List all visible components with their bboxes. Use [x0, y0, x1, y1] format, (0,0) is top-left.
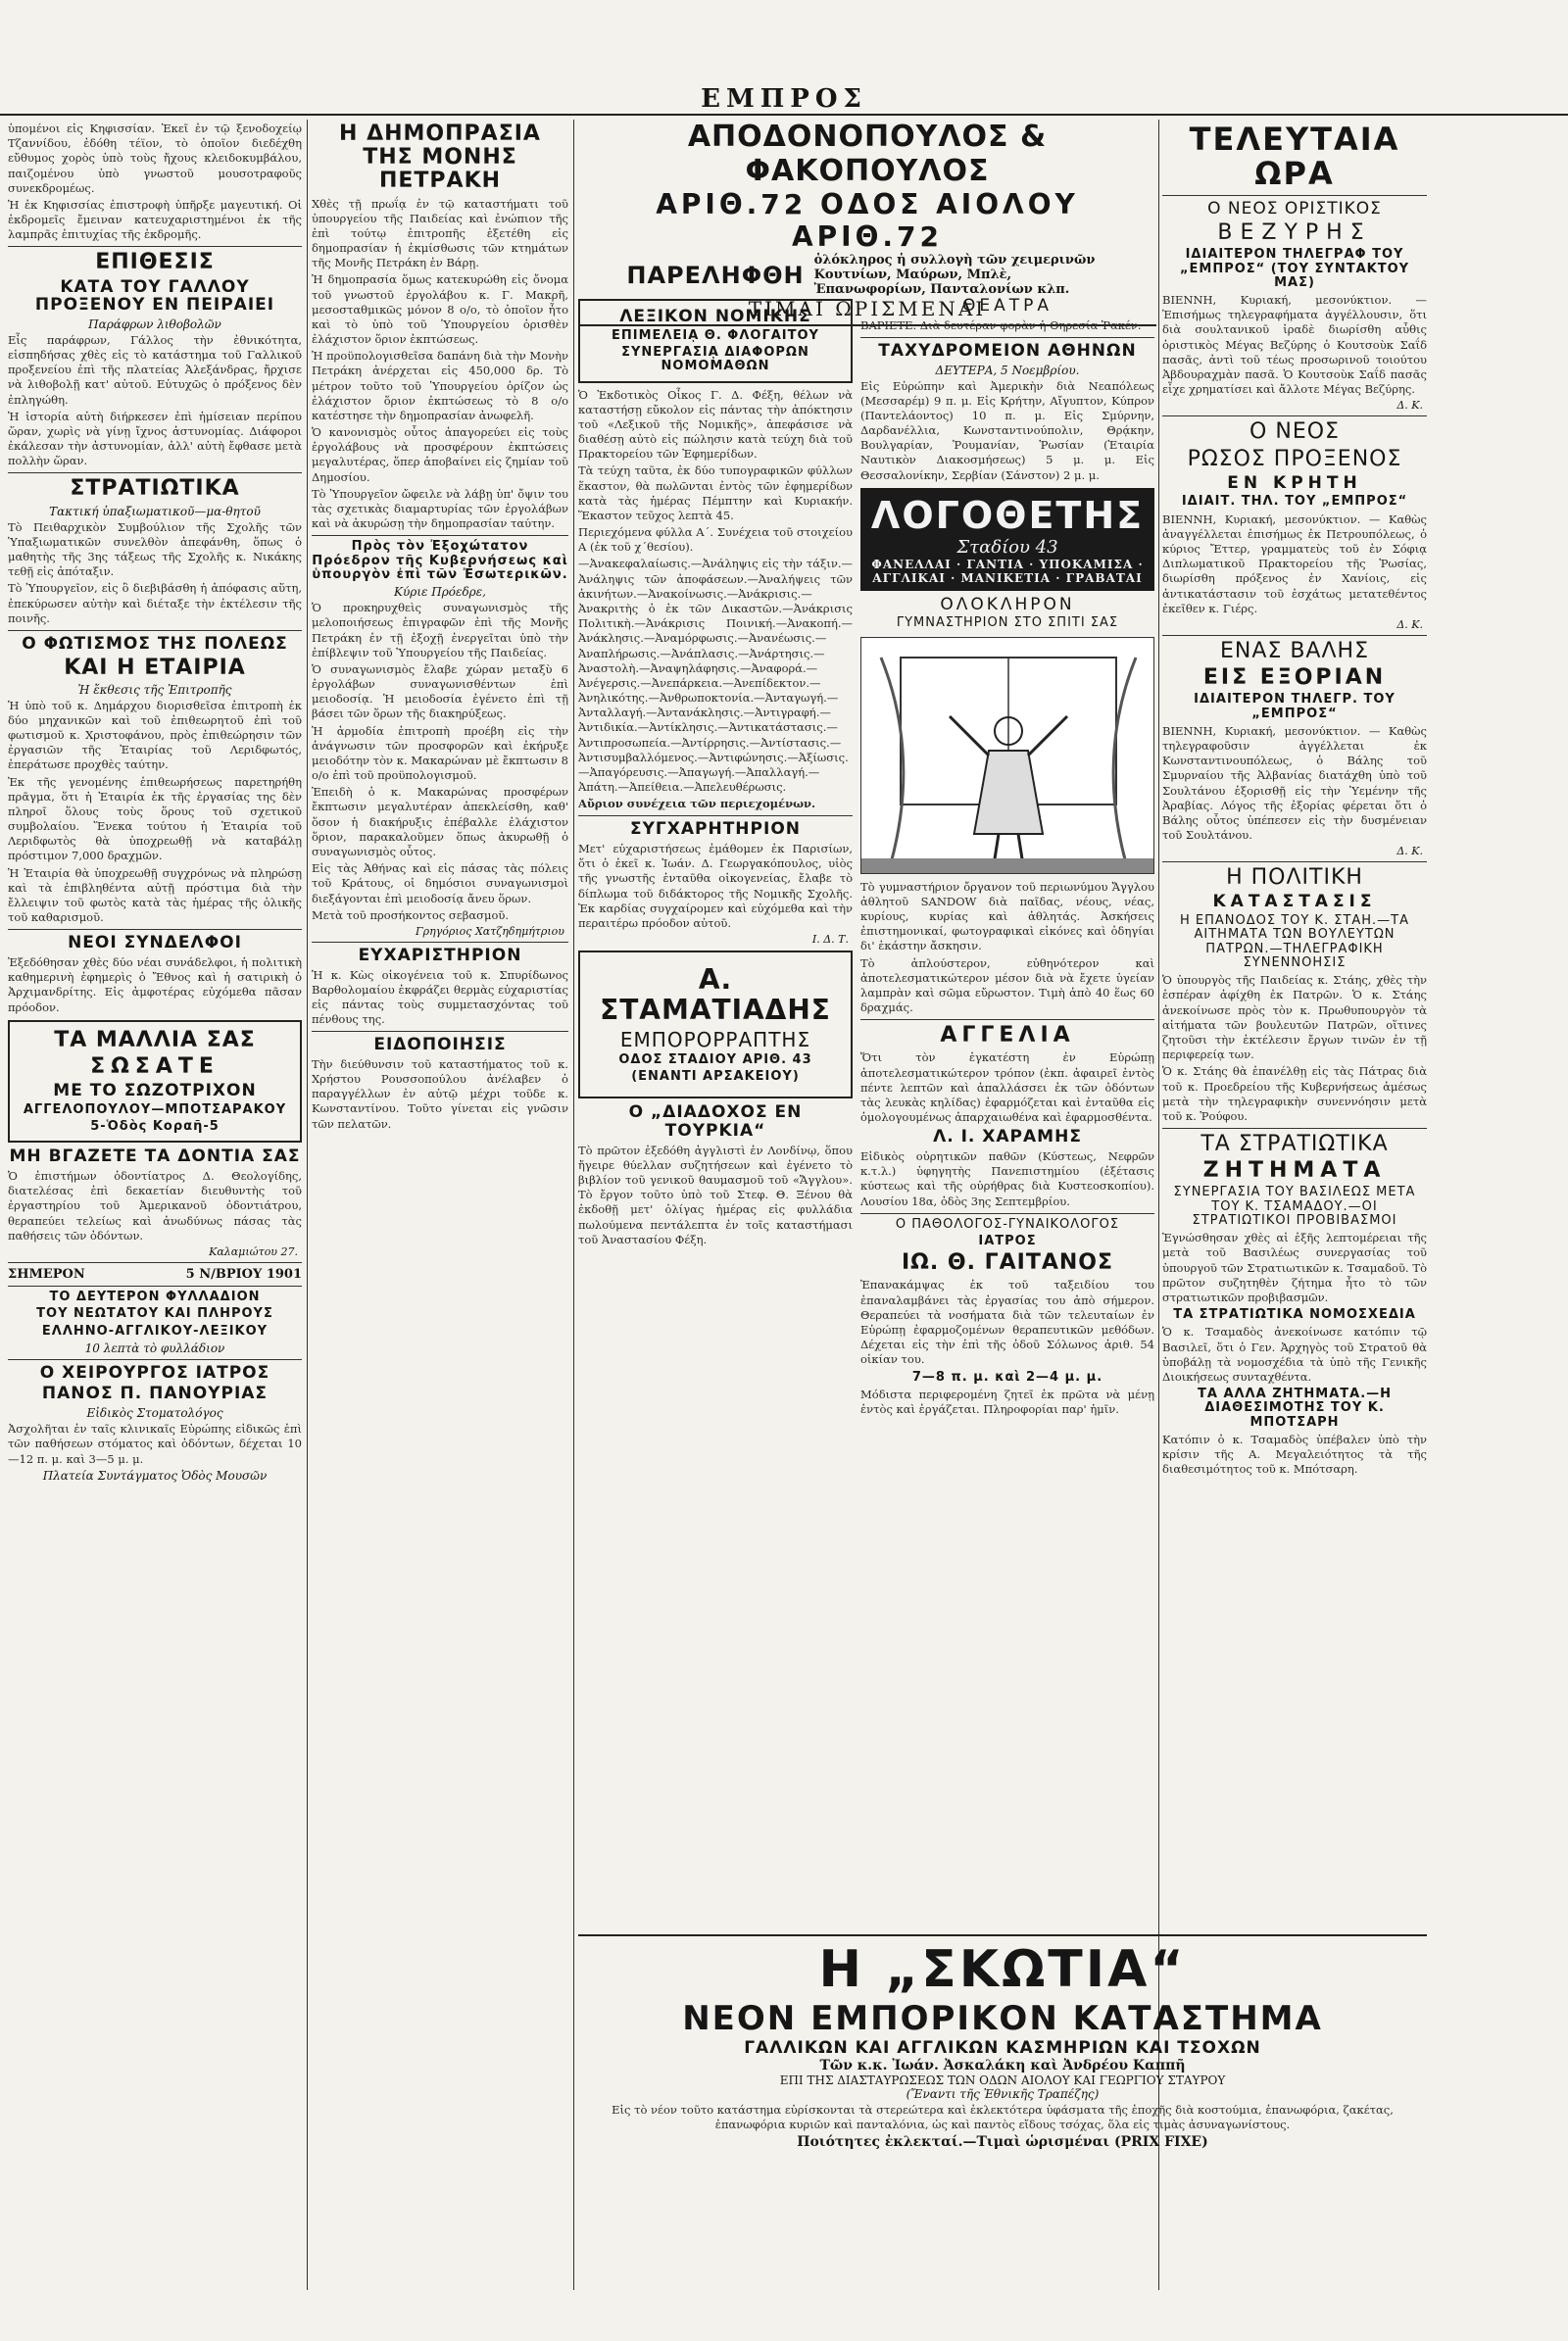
article-text: Ἡ ἀρμοδία ἐπιτροπὴ προέβη εἰς τὴν ἀνάγνωσιν τῶν προσφορῶν καὶ ἐκήρυξε μειοδότην τὸν κ. Μακαρώναν μὲ ἔκπτωσιν 8 ο/ο ἐπὶ τοῦ προϋπολογισμοῦ.: [312, 723, 568, 783]
headline: ΕΠΙΘΕΣΙΣ: [95, 250, 215, 275]
ad-text: Τῶν κ.κ. Ἰωάν. Ἀσκαλάκη καὶ Ἀνδρέου Καππῆ: [819, 2058, 1186, 2073]
ad-address: Καλαμιώτου 27.: [209, 1244, 298, 1258]
ad-text: ὁλόκληρος ἡ συλλογὴ τῶν χειμερινῶν Κουτνίων, Μαύρων, Μπλὲ, Ἐπανωφορίων, Πανταλονίων κλπ.: [813, 253, 1096, 297]
headline: ΛΕΞΙΚΟΝ ΝΟΜΙΚΗΣ: [619, 307, 811, 326]
headline: ΕΥΧΑΡΙΣΤΗΡΙΟΝ: [358, 945, 522, 965]
subheadline: ΙΔΙΑΙΤΕΡΟΝ ΤΗΛΕΓΡ. ΤΟΥ „ΕΜΠΡΟΣ“: [1194, 692, 1396, 721]
ad-address: ΕΠΙ ΤΗΣ ΔΙΑΣΤΑΥΡΩΣΕΩΣ ΤΩΝ ΟΔΩΝ ΑΙΟΛΟΥ ΚΑΙ ΓΕΩΡΓΙΟΥ ΣΤΑΥΡΟΥ: [779, 2073, 1226, 2087]
article-text: Τὸ γυμναστήριον ὄργανον τοῦ περιωνύμου Ἄγγλου ἀθλητοῦ SANDOW διὰ παῖδας, νέους, νέας, κυρίους, κυρίας καὶ ἀθλητάς. Ἀσκήσεις ἐπιστημονικαί, φωτογραφικαὶ εἰκόνες καὶ ὁδηγίαι δι' ἑκάστην ἄσκησιν.: [860, 879, 1154, 953]
article-text: Ὁ προκηρυχθεὶς συναγωνισμὸς τῆς μελοποιήσεως ἐπιγραφῶν ἐπὶ τῆς Μονῆς Πετράκη ἐν τῇ ἐξοχῇ ἐνεργεῖται ὑπὸ τὴν ἐπίβλεψιν τοῦ Ὑπουργείου τῆς Παιδείας.: [312, 601, 568, 659]
article-text: Ἐξεδόθησαν χθὲς δύο νέαι συνάδελφοι, ἡ πολιτικὴ καθημερινὴ ἐφημερὶς ὁ Ἔθνος καὶ ἡ σατιρικὴ ὁ Ἀρχιμανδρίτης. Εἰς ἀμφοτέρας εὐχόμεθα πᾶσαν πρόοδον.: [8, 955, 302, 1014]
signature: Γρηγόριος Χατζηδημήτριου: [416, 924, 564, 938]
article-text: ΒΙΕΝΝΗ, Κυριακή, μεσονύκτιον. — Καθὼς ἀναγγέλλεται ἐπισήμως ἐκ Πετρουπόλεως, ὁ κύριος Ἔττερ, γραμματεὺς τοῦ ἐν Σόφιᾳ Διπλωματικοῦ Πρακτορείου τῆς Ῥωσίας, διωρίσθη πρόξενος ἐν Χανίοις, εἰς ἀντικατάστασιν τοῦ ἐσχάτως μετατεθέντος ἐκεῖθεν κ. Γιέρς.: [1162, 512, 1427, 615]
headline: Η ΔΗΜΟΠΡΑΣΙΑ ΤΗΣ ΜΟΝΗΣ ΠΕΤΡΑΚΗ: [339, 122, 541, 194]
article-text: Ἐκ τῆς γενομένης ἐπιθεωρήσεως παρετηρήθη πρᾶγμα, ὅτι ἡ Ἑταιρία ἐκ τῆς ἐργασίας της δὲν πληροῖ ὅλους τοὺς ὅρους τοῦ σχετικοῦ συμβολαίου. Ἕνεκα τούτου ἡ Ἑταιρία τοῦ Λεριδφωτὸς θὰ ὑποχρεωθῇ νὰ καταβάλῃ πρόστιμον 7,000 δραχμῶν.: [8, 774, 302, 863]
headline: ΣΥΓΧΑΡΗΤΗΡΙΟΝ: [630, 819, 801, 840]
ad-title: ΛΟΓΟΘΕΤΗΣ: [870, 493, 1145, 537]
article-text: Τὸ Ὑπουργεῖον, εἰς ὃ διεβιβάσθη ἡ ἀπόφασις αὕτη, ἐπεκύρωσεν αὐτὴν καὶ διέταξε τὴν ἐκτέλεσιν τῆς ποινῆς.: [8, 581, 302, 625]
article-text: Εἰς Εὐρώπην καὶ Ἀμερικὴν διὰ Νεαπόλεως (Μεσσαρέμ) 9 π. μ. Εἰς Κρήτην, Αἴγυπτον, Κύπρον (Παντελάοντος) 10 π. μ. Εἰς Σμύρνην, Δαρδανέλλια, Κωνσταντινούπολιν, Θρᾴκην, Βουλγαρίαν, Ῥουμανίαν, Ῥωσίαν (Ἑταιρία Ναυτικὸν Διακοσμήσεως) 5 μ. μ. Εἰς Θεσσαλονίκην, Σερβίαν (Σάνστον) 2 μ. μ.: [860, 378, 1154, 482]
headline: ΝΕΟΙ ΣΥΝΔΕΛΦΟΙ: [68, 933, 242, 953]
ad-title: ΙΩ. Θ. ΓΑΙΤΑΝΟΣ: [901, 1250, 1114, 1276]
ad-title: ΜΕ ΤΟ ΣΩΖΟΤΡΙΧΟΝ: [53, 1081, 257, 1101]
article-text: Περιεχόμενα φύλλα Α΄. Συνέχεια τοῦ στοιχείου Α (ἐκ τοῦ χ΄θεσίου).: [578, 525, 853, 555]
headline: ΡΩΣΟΣ ΠΡΟΞΕΝΟΣ: [1187, 446, 1402, 471]
ad-skotia: [578, 1930, 1427, 2150]
article-text: ΒΙΕΝΝΗ, Κυριακή, μεσονύκτιον. — Ἐπισήμως τηλεγραφήματα ἀγγέλλουσιν, ὅτι διὰ σουλτανικοῦ ἰραδὲ διωρίσθη αὖθις ὁριστικὸς Μέγας Βεζύρης ὁ Κουτσοὺκ Σαΐδ πασᾶς, ἀντὶ τοῦ τέως προσωρινοῦ τοιούτου Ἀβδουραχμὰν πασᾶ. Ὁ Κουτσοὺκ Σαΐδ πασᾶς εἶχε χρηματίσει καὶ ἄλλοτε Μέγας Βεζύρης.: [1162, 293, 1427, 397]
headline: ΕΙΔΟΠΟΙΗΣΙΣ: [373, 1035, 507, 1055]
ad-title: ΝΕΟΝ ΕΜΠΟΡΙΚΟΝ ΚΑΤΑΣΤΗΜΑ: [682, 1999, 1323, 2038]
article-text: Χθὲς τῇ πρωΐᾳ ἐν τῷ καταστήματι τοῦ ὑπουργείου τῆς Παιδείας καὶ ἐνώπιον τῆς ἐπὶ τούτῳ ἐπιτροπῆς ἐξετέθη εἰς δημοπρασίαν ἡ ἐκμίσθωσις τῶν κτημάτων τῆς Μονῆς Πετράκη ἐν Βάρῃ.: [312, 196, 568, 270]
headline: ΕΠΙΜΕΛΕΙᾼ Θ. ΦΛΟΓΑΙΤΟΥ: [612, 327, 819, 343]
ad-text: Μόδιστα περιφερομένη ζητεῖ ἐκ πρῶτα νὰ μένῃ ἐντὸς καὶ ἐργάζεται. Πληροφορίαι παρ' ἡμῖν.: [860, 1387, 1154, 1416]
ad-text: Εἰς τὸ νέον τοῦτο κατάστημα εὑρίσκονται τὰ στερεώτερα καὶ ἐκλεκτότερα ὑφάσματα τῆς ἐποχῆς διὰ κοστούμια, ἐπανωφόρια, ζακέτας, ἐπανωφόρια κυριῶν καὶ πανταλόνια, ὡς καὶ παντὸς εἴδους τσόχας, ὅλα εἰς τιμὰς ἀσυναγωνίστους.: [612, 2103, 1394, 2132]
ad-address: (Ἔναντι τῆς Ἐθνικῆς Τραπέζης): [906, 2087, 1100, 2101]
ad-text: Ποιότητες ἐκλεκταί.—Τιμαὶ ὡρισμέναι (PRIX FIXE): [797, 2134, 1208, 2151]
column-3: [578, 294, 853, 1921]
headline: ΕΙΣ ΕΞΟΡΙΑΝ: [1202, 665, 1387, 691]
signature: Ι. Δ. Τ.: [811, 933, 849, 947]
ad-title: ΙΑΤΡΟΣ: [978, 1234, 1037, 1248]
headline: ΓΥΜΝΑΣΤΗΡΙΟΝ ΣΤΟ ΣΠΙΤΙ ΣΑΣ: [896, 615, 1119, 631]
column-rule: [573, 120, 574, 2290]
subheadline: ΣΥΝΕΡΓΑΣΙΑ ΤΟΥ ΒΑΣΙΛΕΩΣ ΜΕΤΑ ΤΟΥ Κ. ΤΣΑΜΑΔΟΥ.—ΟΙ ΣΤΡΑΤΙΩΤΙΚΟΙ ΠΡΟΒΙΒΑΣΜΟΙ: [1173, 1185, 1416, 1228]
article-text: Εἰς τὰς Ἀθήνας καὶ εἰς πάσας τὰς πόλεις τοῦ Κράτους, οἱ δημόσιοι συναγωνισμοὶ διεξάγονται ἐπὶ μειοδοσίᾳ ἄνευ ὅρων.: [312, 861, 568, 905]
headline: ΘΕΑΤΡΑ: [961, 296, 1054, 316]
article-text: Ὁ κανονισμὸς οὗτος ἀπαγορεύει εἰς τοὺς ἐργολάβους νὰ προσφέρουν ἐκπτώσεις μεγαλυτέρας, ὅπερ ἀποβαίνει εἰς ζημίαν τοῦ Δημοσίου.: [312, 425, 568, 484]
article-text: ΒΑΡΙΕΤΕ. Διὰ δευτέραν φορὰν ἡ Θηρεσία Ῥακέν.: [860, 317, 1142, 332]
subheadline: Κύριε Πρόεδρε,: [394, 585, 486, 600]
masthead-title: ΕΜΠΡΟΣ: [701, 84, 867, 114]
article-text: Ἡ προϋπολογισθεῖσα δαπάνη διὰ τὴν Μονὴν Πετράκη ἀνέρχεται εἰς 450,000 δρ. Τὸ μέτρον τοῦτο τοῦ Ὑπουργείου ὁρίζον ὡς ἐλάχιστον ὅριον ἐκπτώσεως τὸ 8 ο/ο κατέστησε τὴν δημοπρασίαν ἀνωφελῆ.: [312, 349, 568, 422]
ad-title: ΑΠΟΔΟΝΟΠΟΥΛΟΣ & ΦΑΚΟΠΟΥΛΟΣ: [687, 120, 1048, 188]
article-text: Ἡ ἐκ Κηφισσίας ἐπιστροφὴ ὑπῆρξε μαγευτική. Οἱ ἐκδρομεῖς ἔμειναν κατευχαριστημένοι ἐκ τῆς λαμπρᾶς ἐπιτυχίας τῆς ἐκδρομῆς.: [8, 197, 302, 242]
date-line: [8, 1267, 302, 1282]
column-rule: [307, 120, 308, 2290]
article-text: Τὴν διεύθυνσιν τοῦ καταστήματος τοῦ κ. Χρήστου Ρουσσοπούλου ἀνέλαβεν ὁ παραγγέλλων ἐν αὐτῷ μέχρι τοῦδε κ. Κωνσταντίνου. Τοῦτο γίνεται εἰς γνῶσιν τῶν πελατῶν.: [312, 1056, 568, 1131]
ad-title: ΠΑΝΟΣ Π. ΠΑΝΟΥΡΙΑΣ: [41, 1384, 269, 1404]
subheadline: Τακτική ὑπαξιωματικοῦ—μα-θητοῦ: [49, 504, 261, 518]
headline: Ο ΝΕΟΣ: [1250, 419, 1340, 445]
headline: ΚΑΤΑ ΤΟΥ ΓΑΛΛΟΥ ΠΡΟΞΕΝΟΥ ΕΝ ΠΕΙΡΑΙΕΙ: [34, 276, 275, 316]
headline: ΑΓΓΕΛΙΑ: [940, 1023, 1075, 1049]
ad-text: Εἰδικὸς Στοματολόγος: [86, 1406, 223, 1421]
signature: Δ. Κ.: [1396, 617, 1423, 631]
article-text: Ὁ ὑπουργὸς τῆς Παιδείας κ. Στάης, χθὲς τὴν ἑσπέραν ἀφίχθη ἐκ Πατρῶν. Ὁ κ. Στάης ἀνεκοίνωσε πρὸς τὸν κ. Πρωθυπουργὸν τὰ αἰτήματα τῶν βουλευτῶν Πατρῶν, οἵτινες ζητοῦσι τὴν ἐκτέλεσιν ἔργων τινῶν ἐν τῇ περιφερείᾳ των.: [1162, 973, 1427, 1062]
headline: ΕΝΑΣ ΒΑΛΗΣ: [1220, 638, 1369, 663]
ad-title: ΤΙΜΑΙ ΩΡΙΣΜΕΝΑΙ: [748, 297, 987, 320]
ad-title: Η „ΣΚΩΤΙΑ“: [818, 1940, 1187, 1999]
masthead: [0, 84, 1568, 116]
ad-logothetis: [860, 488, 1154, 591]
ad-text: ΑΓΓΕΛΟΠΟΥΛΟΥ—ΜΠΟΤΣΑΡΑΚΟΥ: [23, 1101, 287, 1117]
headline: Ο ΦΩΤΙΣΜΟΣ ΤΗΣ ΠΟΛΕΩΣ: [22, 633, 288, 654]
ad-address: Σταδίου 43: [956, 536, 1058, 558]
article-text: Ὁ Ἐκδοτικὸς Οἶκος Γ. Δ. Φέξη, θέλων νὰ καταστήσῃ εὔκολον εἰς πάντας τὴν ἀπόκτησιν τοῦ «Λεξικοῦ τῆς Νομικῆς», ἀπεφάσισε νὰ διαθέσῃ αὐτὸ εἰς πώλησιν κατὰ τεύχη διὰ τοῦ Πρακτορείου τῶν Ἐφημερίδων.: [578, 387, 853, 462]
article-text: Τὸ πρῶτον ἐξεδόθη ἀγγλιστὶ ἐν Λονδίνῳ, ὅπου ἤγειρε θύελλαν συζητήσεων καὶ ἐγένετο τὸ βιβλίον τοῦ γενικοῦ θαυμασμοῦ τοῦ «Ἄγγλου». Τὸ ἔργον τοῦτο ὑπὸ τοῦ Στεφ. Θ. Ξένου θὰ ἐκδοθῇ μετ' ὀλίγας ἡμέρας εἰς φυλλάδια πωλούμενα πεντάλεπτα ἐν τοῖς καταστήμασι τοῦ Ἀναστασίου Φέξη.: [578, 1143, 853, 1246]
article-text: Ἡ ὑπὸ τοῦ κ. Δημάρχου διορισθεῖσα ἐπιτροπὴ ἐκ δύο μηχανικῶν καὶ τοῦ ἐπιθεωρητοῦ ἐπὶ τοῦ φωτισμοῦ κ. Χριστοφάνου, πρὸς ἐπιθεώρησιν τῶν ἐργασιῶν τῆς Ἑταιρίας τοῦ Λεριδφωτός, ἐπεράτωσε προχθὲς ταύτην.: [8, 698, 302, 772]
subheadline: ΔΕΥΤΕΡΑ, 5 Νοεμβρίου.: [935, 363, 1080, 377]
ad-hours: 7—8 π. μ. καὶ 2—4 μ. μ.: [911, 1369, 1103, 1385]
headline: ΚΑΤΑΣΤΑΣΙΣ: [1212, 892, 1377, 912]
subheadline: ΤΑ ΑΛΛΑ ΖΗΤΗΜΑΤΑ.—Η ΔΙΑΘΕΣΙΜΟΤΗΣ ΤΟΥ Κ. ΜΠΟΤΣΑΡΗ: [1197, 1387, 1393, 1430]
article-text: Ὁ κ. Στάης θὰ ἐπανέλθῃ εἰς τὰς Πάτρας διὰ τοῦ κ. Προεδρείου τῆς Κυβερνήσεως ἀμέσως μετὰ τὴν τηλεγραφικὴν συνεννόησιν μετὰ τοῦ κ. Ῥούφου.: [1162, 1064, 1427, 1123]
ad-text: ΟΔΟΣ ΣΤΑΔΙΟΥ ΑΡΙΘ. 43: [618, 1051, 812, 1067]
headline: ΖΗΤΗΜΑΤΑ: [1202, 1158, 1387, 1184]
ad-title: ΕΛΛΗΝΟ-ΑΓΓΛΙΚΟΥ-ΛΕΞΙΚΟΥ: [41, 1323, 269, 1339]
headline: ΣΤΡΑΤΙΩΤΙΚΑ: [70, 476, 240, 502]
article-text: Ἡ ἱστορία αὐτὴ διήρκεσεν ἐπὶ ἡμίσειαν περίπου ὥραν, χωρὶς νὰ γίνῃ ἴχνος ἀστυνομίας. Διάφοροι ἐκάλεσαν τὴν ἀστυνομίαν, ἀλλ' αὐτὴ ἔφθασε μετὰ πολλὴν ὥραν.: [8, 409, 302, 468]
ad-title: ΜΗ ΒΓΑΖΕΤΕ ΤΑ ΔΟΝΤΙΑ ΣΑΣ: [9, 1146, 301, 1167]
subheadline: Η ΕΠΑΝΟΔΟΣ ΤΟΥ Κ. ΣΤΑΗ.—ΤΑ ΑΙΤΗΜΑΤΑ ΤΩΝ ΒΟΥΛΕΥΤΩΝ ΠΑΤΡΩΝ.—ΤΗΛΕΓΡΑΦΙΚΗ ΣΥΝΕΝΝΟΗΣΙΣ: [1179, 913, 1410, 971]
article-text: Κατόπιν ὁ κ. Τσαμαδὸς ὑπέβαλεν ὑπὸ τὴν κρίσιν τῆς Α. Μεγαλειότητος τὰ τῆς διαθεσιμότητος τοῦ κ. Μπότσαρη.: [1162, 1433, 1427, 1477]
headline: ΤΕΛΕΥΤΑΙΑ ΩΡΑ: [1189, 121, 1400, 193]
headline: ΤΑΧΥΔΡΟΜΕΙΟΝ ΑΘΗΝΩΝ: [878, 340, 1137, 361]
ad-title: ΠΑΡΕΛΗΦΘΗ: [626, 261, 805, 289]
ad-text: (ΕΝΑΝΤΙ ΑΡΣΑΚΕΙΟΥ): [631, 1069, 800, 1084]
ad-title: ΤΑ ΜΑΛΛΙΑ ΣΑΣ: [54, 1027, 256, 1052]
article-text: ΒΙΕΝΝΗ, Κυριακή, μεσονύκτιον. — Καθὼς τηλεγραφοῦσιν ἀγγέλλεται ἐκ Κωνσταντινουπόλεως, ὁ Βάλης τοῦ Σμυρναίου τῆς Ἀλβανίας διατάχθη ὑπὸ τοῦ Σουλτάνου ἐξορισθῇ εἰς τὴν Ὑεμένην τῆς Ἀραβίας. Λόγος τῆς ἐξορίας φέρεται ὅτι ὁ Βάλης οὗτος ὑπέπεσεν εἰς τὴν δυσμένειαν τοῦ Σουλτάνου.: [1162, 723, 1427, 843]
ad-title: ΑΡΙΘ.72 ΟΔΟΣ ΑΙΟΛΟΥ ΑΡΙΘ.72: [656, 188, 1079, 253]
ad-title: ΕΜΠΟΡΟΡΡΑΠΤΗΣ: [619, 1027, 811, 1051]
ad-text: 10 λεπτὰ τὸ φυλλάδιον: [84, 1341, 225, 1355]
subheadline: ΤΑ ΣΤΡΑΤΙΩΤΙΚΑ ΝΟΜΟΣΧΕΔΙΑ: [1173, 1307, 1416, 1323]
lexikon-header: [578, 299, 853, 383]
article-text: Ἡ δημοπρασία ὅμως κατεκυρώθη εἰς ὄνομα τοῦ γνωστοῦ ἐργολάβου κ. Γ. Μακρῆ, μεσοσταθμικῶς μόνον 8 ο/ο, τὸ ὁποῖον ἦτο καὶ τὸ ὑπὸ τοῦ Ὑπουργείου ὁρισθὲν ἐλάχιστον ὅριον ἐκπτώσεως.: [312, 272, 568, 347]
ad-mallia: [8, 1020, 302, 1144]
ad-text: Ἀσχολῆται ἐν ταῖς κλινικαῖς Εὐρώπης εἰδικῶς ἐπὶ τῶν παθήσεων στόματος καὶ ὀδόντων, δέχεται 10—12 π. μ. καὶ 3—5 μ. μ.: [8, 1422, 302, 1466]
article-text: Ἡ κ. Κὼς οἰκογένεια τοῦ κ. Σπυρίδωνος Βαρθολομαίου ἐκφράζει θερμὰς εὐχαριστίας εἰς πάντας τοὺς συμμετασχόντας τοῦ πένθους της.: [312, 967, 568, 1027]
headline: Ο „ΔΙΑΔΟΧΟΣ ΕΝ ΤΟΥΡΚΙΑ“: [628, 1102, 803, 1141]
article-text: Εἷς παράφρων, Γάλλος τὴν ἐθνικότητα, εἰσπηδήσας χθὲς εἰς τὸ κατάστημα τοῦ Γαλλικοῦ προξενείου ἐπὶ τῆς πλατείας Ἀλεξάνδρας, ἤρχισε νὰ λιθοβολῇ κατ' αὐτοῦ. Εὐτυχῶς ὁ πρόξενος δὲν ἐπληγώθη.: [8, 332, 302, 407]
headline: ΤΑ ΣΤΡΑΤΙΩΤΙΚΑ: [1200, 1132, 1389, 1157]
ad-title: Α. ΣΤΑΜΑΤΙΑΔΗΣ: [600, 963, 831, 1026]
ad-text: Εἰδικὸς οὐρητικῶν παθῶν (Κύστεως, Νεφρῶν κ.τ.λ.) ὑφηγητὴς Πανεπιστημίου (ἐξέτασις κύστεως καὶ τῆς οὐρήθρας διὰ Κυστεοσκοπίου). Λουσίου 18α, ὁδὸς 3ης Σεπτεμβρίου.: [860, 1149, 1154, 1208]
headline: Η ΠΟΛΙΤΙΚΗ: [1226, 865, 1363, 891]
ad-text: Ὁ ἐπιστήμων ὀδοντίατρος Δ. Θεολογίδης, διατελέσας ἐπὶ δεκαετίαν διευθυντὴς τοῦ ἐργαστηρίου τοῦ Ἀμερικανοῦ ὀδοντιάτρου, θεραπεύει τελείως καὶ ἀνωδύνως πάσας τὰς παθήσεις τῶν ὀδόντων.: [8, 1169, 302, 1243]
column-4: [860, 294, 1154, 1921]
headline: Πρὸς τὸν Ἐξοχώτατον Πρόεδρον τῆς Κυβερνήσεως καὶ ὑπουργὸν ἐπὶ τῶν Ἐσωτερικῶν.: [312, 539, 568, 582]
headline: ΕΝ ΚΡΗΤΗ: [1227, 472, 1362, 493]
ad-title: ΤΟΥ ΝΕΩΤΑΤΟΥ ΚΑΙ ΠΛΗΡΟΥΣ: [36, 1306, 273, 1322]
ad-stamatiadis: [578, 951, 853, 1098]
column-2: [312, 120, 568, 2290]
ad-title: Λ. Ι. ΧΑΡΑΜΗΣ: [933, 1127, 1082, 1147]
article-text: —Ἀνακεφαλαίωσις.—Ἀνάληψις εἰς τὴν τάξιν.—Ἀνάληψις τῶν ἀποφάσεων.—Ἀναλήψεις τῶν ἀκινήτων.—Ἀνακοίνωσις.—Ἀνάκρισις.—Ἀνακριτὴς ὁ ἐκ τῶν Δικαστῶν.—Ἀνάκρισις Πολιτικὴ.—Ἀνάκρισις Ποινική.—Ἀνακοπή.—Ἀνάκλησις.—Ἀναμόρφωσις.—Ἀνανέωσις.—Ἀναπλήρωσις.—Ἀνάπλασις.—Ἀνάρτησις.—Ἀναστολὴ.—Ἀναψηλάφησις.—Ἀναφορά.—Ἀνέγερσις.—Ἀνεπάρκεια.—Ἀνεπίδεκτον.—Ἀνηλικότης.—Ἀνθρωποκτονία.—Ἀνταγωγή.—Ἀνταλλαγή.—Ἀντανάκλησις.—Ἀντιγραφή.—Ἀντιδικία.—Ἀντίκλησις.—Ἀντικατάστασις.—Ἀντιπροσωπεία.—Ἀντίρρησις.—Ἀντίστασις.—Ἀντισυμβαλλόμενος.—Ἀντιφώνησις.—Ἀξίωσις.—Ἀπαγόρευσις.—Ἀπαγωγή.—Ἀπαλλαγή.—Ἀπάτη.—Ἀπείθεια.—Ἀπελευθέρωσις.: [578, 557, 853, 795]
date-value: 5 Ν/ΒΡΙΟΥ 1901: [185, 1266, 302, 1282]
article-text: Αὔριον συνέχεια τῶν περιεχομένων.: [578, 797, 816, 811]
ad-title: Ο ΠΑΘΟΛΟΓΟΣ-ΓΥΝΑΙΚΟΛΟΓΟΣ: [895, 1216, 1120, 1232]
subheadline: ΙΔΙΑΙΤ. ΤΗΛ. ΤΟΥ „ΕΜΠΡΟΣ“: [1181, 494, 1408, 510]
article-text: Τὸ ἁπλούστερον, εὐθηνότερον καὶ ἀποτελεσματικώτερον μέσον διὰ νὰ ἔχετε ὑγείαν λαμπρὰν καὶ σῶμα εὔρωστον. Τιμὴ ἀπὸ 40 ἕως 60 δραχμάς.: [860, 955, 1154, 1015]
subheadline: Παράφρων λιθοβολῶν: [88, 317, 221, 331]
ad-address: Πλατεία Συντάγματος Ὁδὸς Μουσῶν: [42, 1468, 268, 1483]
subheadline: Ἡ ἔκθεσις τῆς Ἐπιτροπῆς: [77, 682, 232, 697]
article-text: Ὁ συναγωνισμὸς ἔλαβε χώραν μεταξὺ 6 ἐργολάβων συναγωνισθέντων ἐπὶ μειοδοσίᾳ. Ἡ μειοδοσία ἐγένετο ἐπὶ τῇ βάσει τῶν ὅρων τῆς διακηρύξεως.: [312, 661, 568, 721]
article-text: Ὁ κ. Τσαμαδὸς ἀνεκοίνωσε κατόπιν τῷ Βασιλεῖ, ὅτι ὁ Γεν. Ἀρχηγὸς τοῦ Στρατοῦ θὰ ὑποβάλῃ τὰ νομοσχέδια τὰ ὑπὸ τῆς Γενικῆς Διοικήσεως συνταχθέντα.: [1162, 1325, 1427, 1384]
article-text: Τὸ Ὑπουργεῖον ὤφειλε νὰ λάβῃ ὑπ' ὄψιν του τὰς σχετικὰς διαμαρτυρίας τῶν ἐργολάβων καὶ νὰ ἀκυρώσῃ τὴν δημοπρασίαν ταύτην.: [312, 486, 568, 531]
ad-title: ΓΑΛΛΙΚΩΝ ΚΑΙ ΑΓΓΛΙΚΩΝ ΚΑΣΜΗΡΙΩΝ ΚΑΙ ΤΣΟΧΩΝ: [744, 2038, 1261, 2058]
exercise-illustration: [861, 638, 1154, 873]
article-text: Ὅτι τὸν ἐγκατέστη ἐν Εὐρώπῃ ἀποτελεσματικώτερον τρόπον (ἐκπ. ἀφαιρεῖ ἐντὸς πέντε λεπτῶν καὶ ἀπαλλάσσει ἐκ τῶν ὀδόντων τὰς λευκὰς κηλίδας) ἐφαρμόζεται καὶ ἐνταῦθα εἰς ὁμολογουμένως ἀπαρχαιωθένα καὶ ἐφαρμοσθέντα.: [860, 1050, 1154, 1125]
article-text: Τὸ Πειθαρχικὸν Συμβούλιον τῆς Σχολῆς τῶν Ὑπαξιωματικῶν συνελθὸν ἀπεφάνθη, ὅπως ὁ μαθητὴς τῆς 3ης τάξεως τῆς Σχολῆς κ. Νικάκης τεθῇ εἰς ἀπόταξιν.: [8, 519, 302, 579]
ad-title: ΣΩΣΑΤΕ: [90, 1053, 220, 1079]
column-1: [8, 120, 302, 2290]
article-text: Ἐπειδὴ ὁ κ. Μακαρώνας προσφέρων ἔκπτωσιν μεγαλυτέραν ἀπεκλείσθη, καθ' ὅσον ἡ διακήρυξις ἐπέβαλλε ἐλάχιστον ὅριον, παρακαλοῦμεν ὅπως ἀκυρωθῇ ὁ συναγωνισμὸς οὗτος.: [312, 785, 568, 858]
article-text: Μετ' εὐχαριστήσεως ἐμάθομεν ἐκ Παρισίων, ὅτι ὁ ἐκεῖ κ. Ἰωάν. Δ. Γεωργακόπουλος, υἱὸς τῆς γνωστῆς ἐνταῦθα οἰκογενείας, ἔλαβε τὸ δίπλωμα τοῦ διδάκτορος τῆς Νομικῆς Σχολῆς. Ἐκ καρδίας συγχαίρομεν καὶ εὐχόμεθα καὶ τὴν περαιτέρω πρόοδον αὐτοῦ.: [578, 842, 853, 930]
headline: ΚΑΙ Η ΕΤΑΙΡΙΑ: [64, 655, 246, 680]
subheadline: ΙΔΙΑΙΤΕΡΟΝ ΤΗΛΕΓΡΑΦ ΤΟΥ „ΕΜΠΡΟΣ“ (ΤΟΥ ΣΥΝΤΑΚΤΟΥ ΜΑΣ): [1179, 247, 1410, 290]
ad-text: Ἐπανακάμψας ἐκ τοῦ ταξειδίου του ἐπαναλαμβάνει τὰς ἐργασίας του ἀπὸ σήμερον. Θεραπεύει τὰ νοσήματα διὰ τῶν τελευταίων ἐν Εὐρώπῃ ἐφαρμοζομένων θεραπευτικῶν μεθόδων. Δέχεται εἰς τὴν ἐπὶ τῆς ὁδοῦ Σόλωνος ἀριθ. 54 οἰκίαν του.: [860, 1278, 1154, 1367]
headline: ΒΕΖΥΡΗΣ: [1217, 220, 1372, 246]
ad-text: ΦΑΝΕΛΛΑΙ · ΓΑΝΤΙΑ · ΥΠΟΚΑΜΙΣΑ · ΑΓΓΛΙΚΑΙ · ΜΑΝΙΚΕΤΙΑ · ΓΡΑΒΑΤΑΙ: [871, 557, 1144, 585]
signature: Δ. Κ.: [1396, 845, 1423, 858]
article-text: Ἐγνώσθησαν χθὲς αἱ ἐξῆς λεπτομέρειαι τῆς μετὰ τοῦ Βασιλέως συνεργασίας τοῦ ὑπουργοῦ τῶν Στρατιωτικῶν κ. Τσαμαδοῦ. Τὸ πρῶτον συζητηθὲν ζήτημα ἦτο τὸ τῶν στρατιωτικῶν προβιβασμῶν.: [1162, 1231, 1427, 1304]
ad-title: Ο ΧΕΙΡΟΥΡΓΟΣ ΙΑΤΡΟΣ: [39, 1362, 270, 1383]
headline: ΣΥΝΕΡΓΑΣΙᾼ ΔΙΑΦΟΡΩΝ ΝΟΜΟΜΑΘΩΝ: [621, 344, 809, 374]
ad-text: 5-Ὁδὸς Κοραῆ-5: [90, 1119, 220, 1135]
date-label: ΣΗΜΕΡΟΝ: [8, 1266, 85, 1282]
article-text: ὑπομένοι εἰς Κηφισσίαν. Ἐκεῖ ἐν τῷ ξενοδοχείῳ Τζαννίδου, ἐδόθη τέϊον, τὸ ὁποῖον διεδέχθη εὔθυμος χορὸς ὑπὸ τοὺς ἤχους κλειδοκυμβάλου, παιζομένου ὑπὸ γνωστοῦ μουσοτραφοῦς συνεκδρομέως.: [8, 122, 302, 195]
article-text: Ἡ Ἑταιρία θὰ ὑποχρεωθῇ συγχρόνως νὰ πληρώσῃ καὶ τὰ ἐπιβληθέντα αὐτῇ πρόστιμα διὰ τὴν ἔλλειψιν τοῦ φωτὸς κατὰ τὰς ἡμέρας τῆς ὁλικῆς τοῦ καθαρισμοῦ.: [8, 865, 302, 925]
gymnasium-illustration: [860, 637, 1154, 874]
signature: Δ. Κ.: [1396, 399, 1423, 413]
article-text: Μετὰ τοῦ προσήκοντος σεβασμοῦ.: [312, 907, 510, 922]
headline: ΟΛΟΚΛΗΡΟΝ: [940, 594, 1075, 614]
article-text: Τὰ τεύχη ταῦτα, ἐκ δύο τυπογραφικῶν φύλλων ἕκαστον, θὰ πωλῶνται ἐντὸς τῶν ἐφημερίδων κατὰ τὰς ἡμέρας Πέμπτην καὶ Κυριακήν. Ἕκαστον τεῦχος λεπτὰ 45.: [578, 463, 853, 522]
ad-title: ΤΟ ΔΕΥΤΕΡΟΝ ΦΥΛΛΑΔΙΟΝ: [49, 1289, 261, 1304]
headline: Ο ΝΕΟΣ ΟΡΙΣΤΙΚΟΣ: [1207, 199, 1382, 219]
